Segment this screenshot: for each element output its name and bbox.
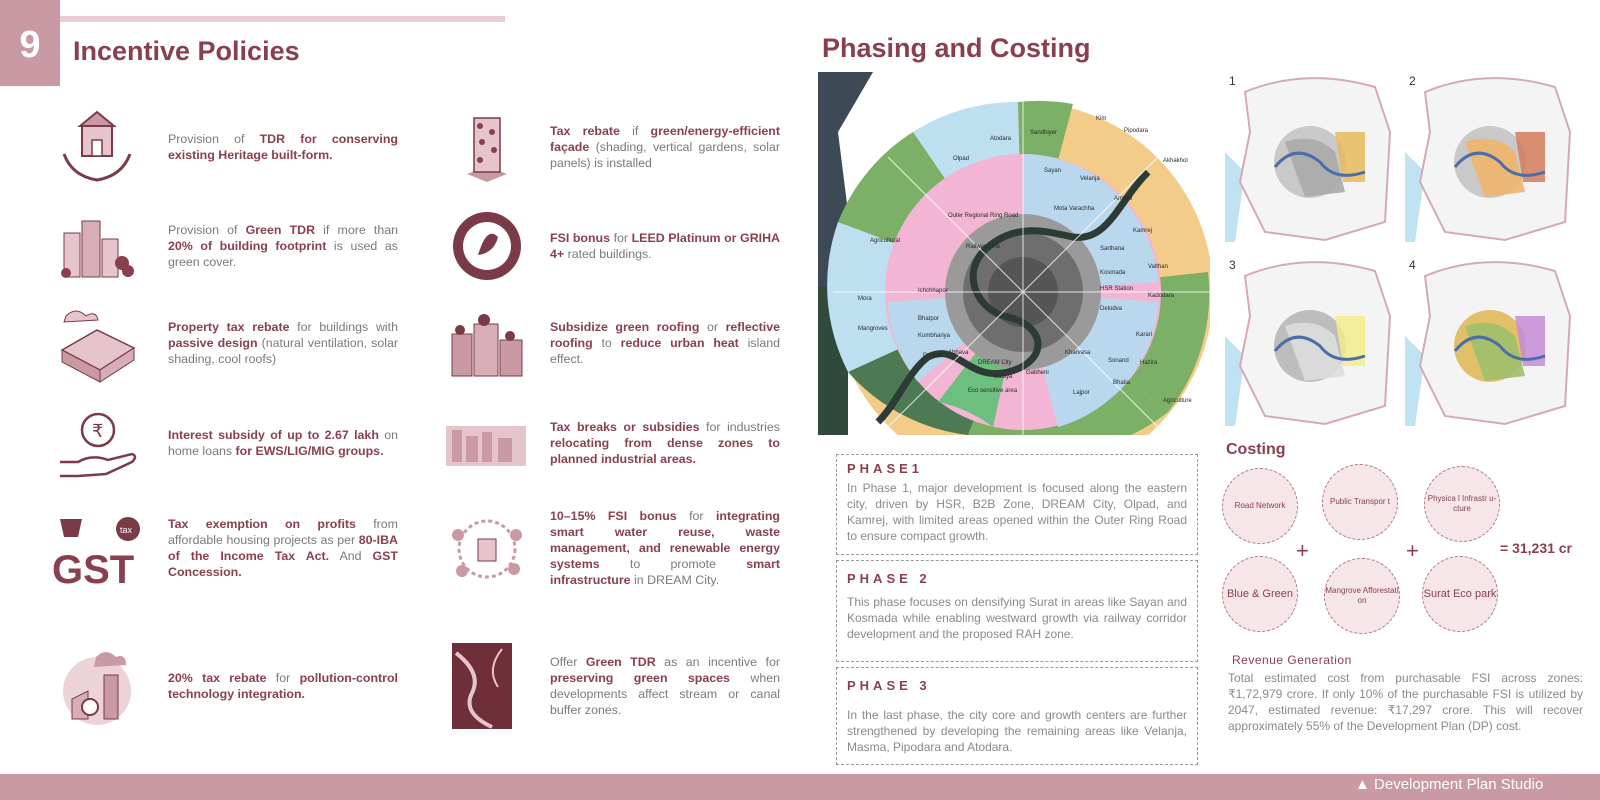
policy-text-bold: pollution-control technology integration. <box>168 671 398 701</box>
policy-text-bold: Green TDR <box>585 655 656 669</box>
surat-zoning-map <box>818 72 1210 435</box>
policy-text-bold: 80-IBA of the Income Tax Act. <box>168 533 398 563</box>
map-label: Akhakhol <box>1163 158 1188 164</box>
policy-text-bold: GST Concession. <box>168 549 399 579</box>
policy-text-plain: is used as green cover. <box>168 239 398 269</box>
map-label: Railway Line <box>966 244 1001 250</box>
policy-text-plain: if more than <box>315 223 398 237</box>
map-label: Hazira <box>1140 360 1158 366</box>
section-number: 9 <box>0 0 60 86</box>
phase-map-1 <box>1225 72 1397 242</box>
policy-text-plain: from affordable housing projects as per <box>168 517 399 547</box>
map-label: Sonand <box>1108 358 1129 364</box>
policy-text-plain: Provision of <box>168 132 260 146</box>
phase-2-heading: PHASE 2 <box>847 571 931 586</box>
cost-circle-transport: Public Transpor t <box>1322 464 1398 540</box>
policy-text-plain: when developments affect stream or canal buffer zones. <box>550 671 780 717</box>
map-label: HSR Station <box>1100 286 1134 292</box>
policy-text-plain: rated buildings. <box>564 247 652 261</box>
page-title-right: Phasing and Costing <box>822 33 1091 63</box>
policy-text-bold: Subsidize green roofing <box>550 320 700 334</box>
policy-text-bold: 20% of building footprint <box>168 239 327 253</box>
policy-text-plain: for industries <box>699 420 781 434</box>
policy-text-bold: 10–15% FSI bonus <box>550 509 677 523</box>
policy-text <box>168 516 398 580</box>
map-label: Budiya <box>994 374 1013 380</box>
leed-certified-seal-icon <box>442 203 532 289</box>
policy-text-bold: integrating smart water reuse, waste management, and renewable energy systems <box>550 509 780 571</box>
map-label: Mangroves <box>858 326 888 332</box>
policy-item <box>442 643 780 729</box>
phase-2-box <box>836 560 1198 662</box>
svg-text:GST: GST <box>52 548 135 591</box>
policy-item <box>442 203 780 289</box>
rupee-coin-hand-icon <box>52 400 142 486</box>
phase-3-heading: PHASE 3 <box>847 678 931 693</box>
map-label: Bhatia <box>1113 380 1131 386</box>
policy-text-bold: Tax exemption on profits <box>168 517 356 531</box>
map-label: Bhatpor <box>918 316 940 322</box>
map-label: Kumbhariya <box>918 333 951 339</box>
policy-text-plain: for buildings with <box>289 320 398 334</box>
svg-text:₹: ₹ <box>92 421 104 441</box>
policy-text-plain: for <box>676 509 716 523</box>
map-label: Ichchhapor <box>918 288 948 294</box>
map-label: Delodva <box>1100 306 1123 312</box>
total-cost: = 31,231 cr <box>1500 540 1573 556</box>
policy-text-plain: to <box>592 336 621 350</box>
map-label: Amboli <box>1114 196 1133 202</box>
map-label: Kim <box>1096 116 1107 122</box>
policy-item <box>442 505 780 591</box>
policy-text-bold: Tax rebate <box>550 124 620 138</box>
page-title-left: Incentive Policies <box>73 36 300 66</box>
policy-text <box>168 319 398 367</box>
phase-map-3 <box>1225 256 1397 426</box>
policy-text-bold: Tax breaks or subsidies <box>550 420 700 434</box>
policy-text-bold: for EWS/LIG/MIG groups. <box>235 444 384 458</box>
map-label: Atodara <box>990 136 1012 142</box>
policy-text <box>550 123 780 171</box>
policy-text <box>550 508 780 588</box>
phase-map-number: 1 <box>1229 74 1236 88</box>
policy-item <box>52 104 398 190</box>
industry-relocation-icon <box>442 400 532 486</box>
heritage-building-in-hands-icon <box>52 104 142 190</box>
phase-map-4 <box>1405 256 1577 426</box>
map-label: Dumas <box>923 353 943 359</box>
plus-sign-1: + <box>1296 538 1309 563</box>
map-label: Sandhiyer <box>1030 130 1058 136</box>
map-label: Sarthana <box>1100 246 1125 252</box>
map-label: DREAM City <box>978 360 1012 366</box>
policy-text <box>550 319 780 367</box>
policy-text-plain: or <box>699 320 726 334</box>
phase-1-box <box>836 454 1198 555</box>
map-label: Agricultural <box>870 238 901 244</box>
map-label: Lajpor <box>1073 390 1090 396</box>
map-label: Kosmada <box>1100 270 1126 276</box>
policy-item <box>52 400 398 486</box>
cost-circle-blue-green: Blue & Green <box>1222 556 1298 632</box>
passive-design-house-icon <box>52 300 142 386</box>
policy-text-bold: Property tax rebate <box>168 320 290 334</box>
zoning-map-svg <box>818 72 1210 435</box>
map-label: Kamrej <box>1133 228 1153 234</box>
policy-text-bold: relocating from dense zones to planned industrial areas. <box>550 436 780 466</box>
map-label: Sayan <box>1044 168 1062 174</box>
policy-text-plain: (natural ventilation, solar shading, cool roofs) <box>168 336 399 366</box>
map-label: Velanja <box>1080 176 1100 182</box>
policy-text <box>550 654 780 718</box>
policy-text-plain: (shading, vertical gardens, solar panels) is installed <box>550 140 780 170</box>
map-label: Abhava <box>948 350 969 356</box>
map-label: Eco sensitive area <box>968 388 1018 394</box>
policy-item <box>442 300 780 386</box>
policy-text <box>168 670 398 702</box>
policy-text-plain: Provision of <box>168 223 246 237</box>
map-label: Olpad <box>953 156 970 162</box>
green-facade-building-icon <box>442 104 532 190</box>
policy-text-bold: reflective roofing <box>550 320 780 350</box>
phase-map-number: 4 <box>1409 258 1416 272</box>
cost-circle-mangrove: Mangrove Afforestati on <box>1324 558 1400 634</box>
phase-map-number: 2 <box>1409 74 1416 88</box>
phase-1-heading: PHASE1 <box>847 461 924 476</box>
policy-text-plain: for <box>610 231 632 245</box>
policy-text-bold: preserving green spaces <box>550 671 730 685</box>
policy-text-plain: in DREAM City. <box>630 573 720 587</box>
costing-title: Costing <box>1226 441 1286 458</box>
phase-1-text: In Phase 1, major development is focused along the eastern city, driven by HSR, B2B Zone, DREAM City, Olpad, and Kamrej, with limited areas opened within the Outer Ring Road to ensure compact growth. <box>847 481 1187 543</box>
policy-text-plain: And <box>329 549 373 563</box>
green-buildings-icon <box>52 203 142 289</box>
map-label: Mota Varachha <box>1054 206 1095 212</box>
cost-circle-road: Road Network <box>1222 468 1298 544</box>
policy-text-bold: 20% tax rebate <box>168 671 267 685</box>
map-label: Pipodara <box>1124 128 1149 134</box>
map-label: Agriculture <box>1163 398 1192 404</box>
policy-item <box>52 203 398 289</box>
map-label: Karari <box>1136 332 1153 338</box>
policy-text-plain: as an incentive for <box>655 655 780 669</box>
policy-text-bold: reduce urban heat <box>620 336 739 350</box>
top-divider <box>60 16 505 22</box>
policy-item <box>52 643 398 729</box>
policy-text-plain: on home loans <box>168 428 398 458</box>
policy-item <box>442 400 780 486</box>
pollution-control-factory-icon <box>52 643 142 729</box>
policy-text-bold: Interest subsidy of up to 2.67 lakh <box>168 428 379 442</box>
map-label: Kharvasa <box>1065 350 1091 356</box>
cost-circle-infrastructure: Physica l Infrastr u-cture <box>1424 466 1500 542</box>
cost-circle-eco-park: Surat Eco park <box>1422 556 1498 632</box>
green-stream-map-icon <box>442 643 532 729</box>
policy-text-bold: LEED Platinum or GRIHA 4+ <box>550 231 780 261</box>
smart-infrastructure-diagram-icon <box>442 505 532 591</box>
phase-map-2 <box>1405 72 1577 242</box>
policy-text-plain: to promote <box>599 557 747 571</box>
phase-3-text: In the last phase, the city core and growth centers are further strengthened by developing the remaining areas like Velanja, Masma, Pipodara and Atodara. <box>847 708 1187 754</box>
map-label: Kadodara <box>1148 293 1175 299</box>
map-label: Gabheni <box>1026 370 1049 376</box>
policy-item <box>442 104 780 190</box>
plus-sign-2: + <box>1406 538 1419 563</box>
policy-text-plain: if <box>619 124 651 138</box>
phase-map-number: 3 <box>1229 258 1236 272</box>
policy-text <box>168 222 398 270</box>
revenue-text: Total estimated cost from purchasable FSI across zones: ₹1,72,979 crore. If only 10% of the purchasable FSI is utilized by 2047, estimated revenue: ₹17,297 crore. This will recover approximately 55% of the Development Plan (DP) cost. <box>1228 671 1583 733</box>
policy-text <box>550 419 780 467</box>
revenue-title: Revenue Generation <box>1232 653 1352 667</box>
map-label: Outer Regional Ring Road <box>948 213 1019 219</box>
policy-text-plain: Offer <box>550 655 586 669</box>
map-label: Mora <box>858 296 872 302</box>
policy-text-plain: for <box>266 671 300 685</box>
policy-text <box>168 131 398 163</box>
map-label: Valthan <box>1148 264 1168 270</box>
policy-item <box>52 505 398 591</box>
policy-text <box>168 427 398 459</box>
policy-text <box>550 230 780 262</box>
policy-text-plain: island effect. <box>550 336 781 366</box>
gst-tax-icon <box>52 505 142 591</box>
policy-text-bold: FSI bonus <box>550 231 611 245</box>
phase-2-text: This phase focuses on densifying Surat in areas like Sayan and Kosmada while enabling westward growth via railway corridor development and the proposed RAH zone. <box>847 595 1187 641</box>
policy-text-bold: green/energy-efficient façade <box>550 124 780 154</box>
policy-text-bold: smart infrastructure <box>550 557 780 587</box>
svg-text:tax: tax <box>120 525 133 535</box>
policy-text-bold: Green TDR <box>245 223 316 237</box>
footer-studio-label: ▲ Development Plan Studio <box>1355 776 1544 793</box>
green-roof-buildings-icon <box>442 300 532 386</box>
policy-text-bold: passive design <box>168 336 258 350</box>
policy-text-bold: TDR for conserving existing Heritage built-form. <box>168 132 398 162</box>
phase-3-box <box>836 667 1198 765</box>
policy-item <box>52 300 398 386</box>
